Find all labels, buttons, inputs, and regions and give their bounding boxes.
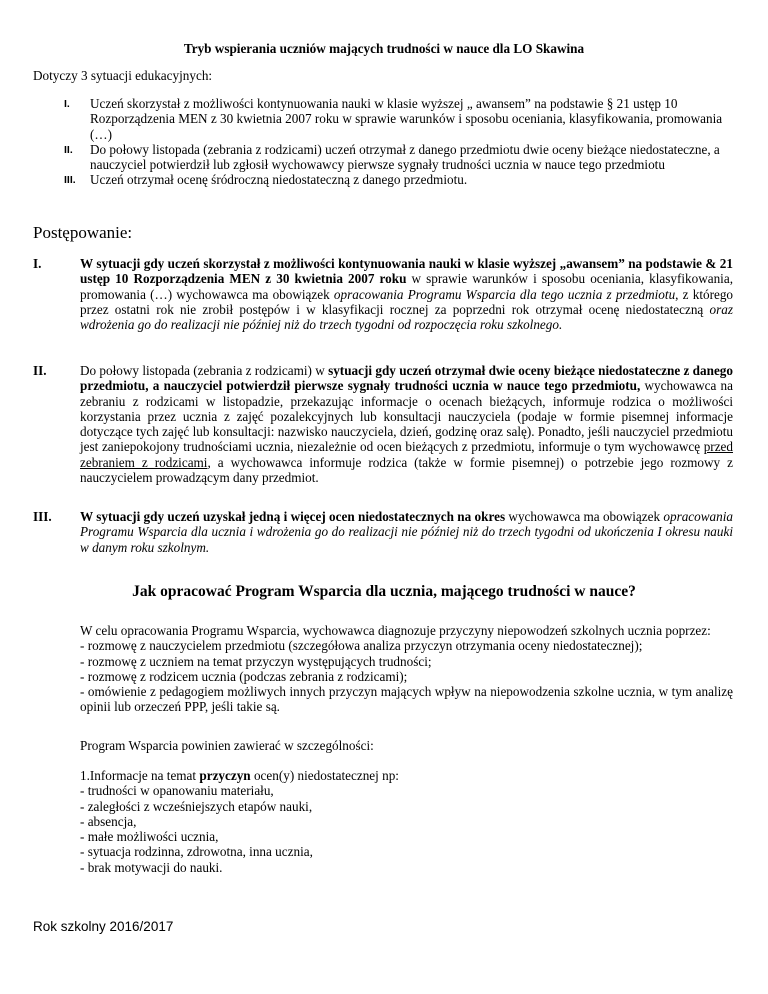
situations-list — [33, 96, 733, 188]
procedure-plain-text: wychowawca ma obowiązek — [505, 509, 664, 524]
situation-text: Uczeń skorzystał z możliwości kontynuowania nauki w klasie wyższej „ awansem” na podstawie § 21 ustęp 10 Rozporządzenia MEN z 30 kwietnia 2007 roku w sprawie warunków i sposobu oceniania, klasyfikowania, promowania (…) — [90, 96, 723, 142]
diagnosis-item: - rozmowę z nauczycielem przedmiotu (szczegółowa analiza przyczyn otrzymania oceny niedostatecznej); — [80, 638, 643, 654]
procedure-italic-text: oraz wdrożenia go do realizacji nie później niż do trzech tygodni od rozpoczęcia roku szkolnego. — [80, 301, 733, 333]
procedure-text — [80, 509, 733, 555]
causes-lead — [80, 768, 733, 783]
procedure-plain-text: , a wychowawca informuje rodzica (także w formie pisemnej) o potrzebie jego rozmowy z nauczycielem prowadzącym dany przedmiot. — [80, 454, 733, 486]
procedure-plain-text: , z którego przez ostatni rok nie zrobił postępów i w klasyfikacji rocznej za poprzedni rok otrzymał ocenę niedostateczną — [80, 286, 734, 317]
situation-text: Do połowy listopada (zebrania z rodzicami) uczeń otrzymał z danego przedmiotu dwie oceny bieżące niedostateczne, a nauczyciel potwierdził lub zgłosił wychowawcy pierwsze sygnały trudności ucznia w nauce tego przedmiotu — [90, 141, 720, 173]
causes-lead-text: 1.Informacje na temat — [80, 768, 200, 783]
procedure-number: III. — [33, 509, 52, 524]
causes-section — [80, 768, 733, 875]
procedure-number: II. — [33, 363, 47, 378]
cause-item: - brak motywacji do nauki. — [80, 859, 223, 875]
diagnosis-intro: W celu opracowania Programu Wsparcia, wychowawca diagnozuje przyczyny niepowodzeń szkolnych ucznia poprzez: — [80, 623, 711, 638]
procedure-underlined-text: przed zebraniem z rodzicami — [80, 439, 733, 470]
situation-number: III. — [64, 174, 76, 187]
situation-item — [33, 142, 733, 173]
procedure-italic-text: opracowania Programu Wsparcia dla ucznia i wdrożenia go do realizacji nie później niż do trzech tygodni od ukończenia I okresu nauki w danym roku szkolnym. — [80, 509, 733, 555]
situation-text: Uczeń otrzymał ocenę śródroczną niedostateczną z danego przedmiotu. — [90, 172, 468, 188]
procedure-text — [80, 363, 733, 485]
procedure-item-1 — [33, 256, 733, 332]
procedure-item-2 — [33, 363, 733, 485]
situation-item — [33, 172, 733, 187]
procedure-item-3 — [33, 509, 733, 555]
program-contents-text: Program Wsparcia powinien zawierać w szczególności: — [80, 738, 374, 753]
causes-tail-text: ocen(y) niedostatecznej np: — [250, 768, 399, 783]
diagnosis-item: - omówienie z pedagogiem możliwych innych przyczyn mających wpływ na niepowodzenia szkolne ucznia, w tym analizę opinii lub orzeczeń PPP, jeśli takie są. — [80, 684, 733, 715]
section-heading: Jak opracować Program Wsparcia dla ucznia, mającego trudności w nauce? — [132, 583, 636, 600]
diagnosis-item: - rozmowę z rodzicem ucznia (podczas zebrania z rodzicami); — [80, 668, 408, 684]
procedure-number: I. — [33, 256, 42, 271]
procedure-plain-text: wychowawca na zebraniu z rodzicami w listopadzie, przekazując informacje o ocenach bieżących, informuje rodzica o możliwości korzystania przez ucznia z zajęć pozalekcyjnych lub konsultacji nauczyciela (podaje w formie pisemnej informacje dotyczące tych zajęć lub konsultacji: nazwisko nauczyciela, dzień, godzinę oraz salę). Ponadto, jeśli nauczyciel przedmiotu jest zaniepokojony trudnościami ucznia, niezależnie od ocen bieżących z przedmiotu, informuje o tym wychowawcę — [80, 378, 733, 455]
cause-item: - małe możliwości ucznia, — [80, 829, 219, 845]
diagnosis-item: - rozmowę z uczniem na temat przyczyn występujących trudności; — [80, 653, 432, 669]
cause-item: - absencja, — [80, 813, 137, 829]
document-title: Tryb wspierania uczniów mających trudności w nauce dla LO Skawina — [183, 41, 585, 56]
page-footer: Rok szkolny 2016/2017 — [33, 919, 174, 934]
diagnosis-section — [80, 623, 733, 715]
procedure-plain-text: Do połowy listopada (zebrania z rodzicami) w — [80, 363, 329, 378]
situation-number: I. — [64, 98, 70, 110]
procedure-plain-text: w sprawie warunków i sposobu oceniania, klasyfikowania, promowania (…) wychowawca ma obowiązek — [80, 271, 733, 302]
intro-text: Dotyczy 3 sytuacji edukacyjnych: — [33, 68, 213, 83]
cause-item: - trudności w opanowaniu materiału, — [80, 783, 274, 799]
cause-item: - sytuacja rodzinna, zdrowotna, inna ucznia, — [80, 844, 313, 860]
procedure-bold-text: W sytuacji gdy uczeń skorzystał z możliwości kontynuowania nauki w klasie wyższej „awansem” na podstawie & 21 ustęp 10 Rozporządzenia MEN z 30 kwietnia 2007 roku — [80, 256, 733, 287]
procedure-bold-text: sytuacji gdy uczeń otrzymał dwie oceny bieżące niedostateczne z danego przedmiotu, a nauczyciel potwierdził pierwsze sygnały trudności ucznia w nauce tego przedmiotu, — [80, 363, 733, 394]
procedure-text — [80, 256, 733, 332]
cause-item: - zaległości z wcześniejszych etapów nauki, — [80, 798, 313, 814]
procedure-heading: Postępowanie: — [33, 223, 133, 242]
causes-bold-text: przyczyn — [199, 768, 251, 783]
situation-item — [33, 96, 733, 142]
procedure-bold-text: W sytuacji gdy uczeń uzyskał jedną i więcej ocen niedostatecznych na okres — [80, 509, 506, 524]
procedure-italic-text: opracowania Programu Wsparcia dla tego ucznia z przedmiotu — [333, 286, 676, 302]
situation-number: II. — [64, 143, 73, 156]
